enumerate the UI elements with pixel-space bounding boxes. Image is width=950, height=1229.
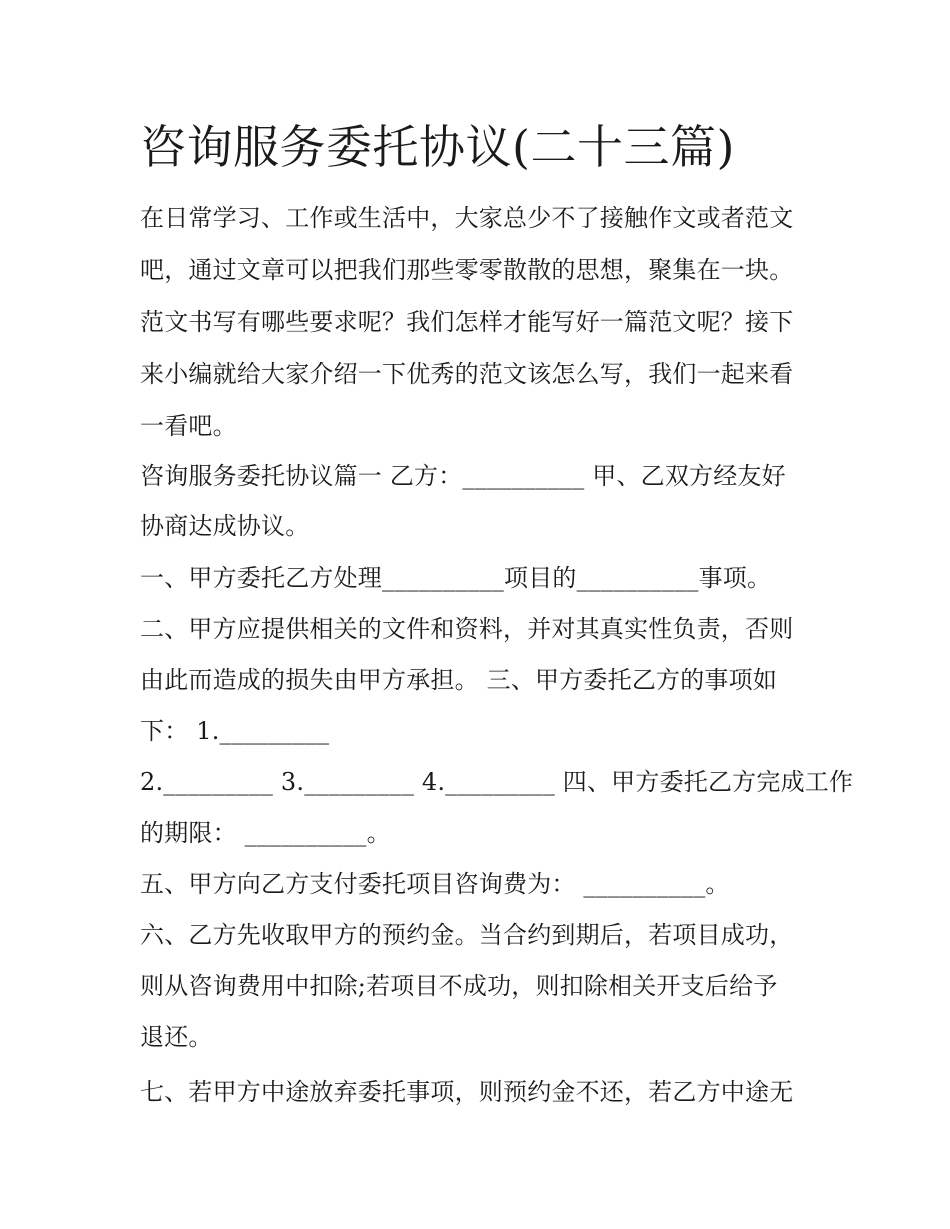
- paragraph-line: 一、甲方委托乙方处理__________项目的__________事项。: [140, 564, 772, 592]
- paragraph-line: 下： 1._________: [140, 717, 330, 745]
- paragraph-line: 在日常学习、工作或生活中，大家总少不了接触作文或者范文: [140, 204, 794, 232]
- paragraph-line: 来小编就给大家介绍一下优秀的范文该怎么写，我们一起来看: [140, 360, 794, 388]
- paragraph-line: 的期限： __________。: [140, 819, 391, 847]
- paragraph-line: 六、乙方先收取甲方的预约金。当合约到期后，若项目成功，: [140, 921, 794, 949]
- paragraph-line: 范文书写有哪些要求呢？我们怎样才能写好一篇范文呢？接下: [140, 308, 794, 336]
- paragraph-line: 一看吧。: [140, 412, 237, 440]
- paragraph-line: 七、若甲方中途放弃委托事项，则预约金不还，若乙方中途无: [140, 1078, 794, 1106]
- paragraph-line: 五、甲方向乙方支付委托项目咨询费为： __________。: [140, 870, 730, 898]
- paragraph-line: 咨询服务委托协议篇一 乙方：__________ 甲、乙双方经友好: [140, 462, 786, 490]
- paragraph-line: 2._________ 3._________ 4._________ 四、甲方委托乙方完成工作: [140, 768, 854, 796]
- paragraph-line: 退还。: [140, 1023, 213, 1051]
- paragraph-line: 则从咨询费用中扣除;若项目不成功，则扣除相关开支后给予: [140, 972, 778, 1000]
- paragraph-line: 二、甲方应提供相关的文件和资料，并对其真实性负责，否则: [140, 615, 794, 643]
- document-title: 咨询服务委托协议(二十三篇): [140, 120, 735, 174]
- paragraph-line: 吧，通过文章可以把我们那些零零散散的思想，聚集在一块。: [140, 256, 794, 284]
- paragraph-line: 由此而造成的损失由甲方承担。 三、甲方委托乙方的事项如: [140, 666, 778, 694]
- paragraph-line: 协商达成协议。: [140, 512, 310, 540]
